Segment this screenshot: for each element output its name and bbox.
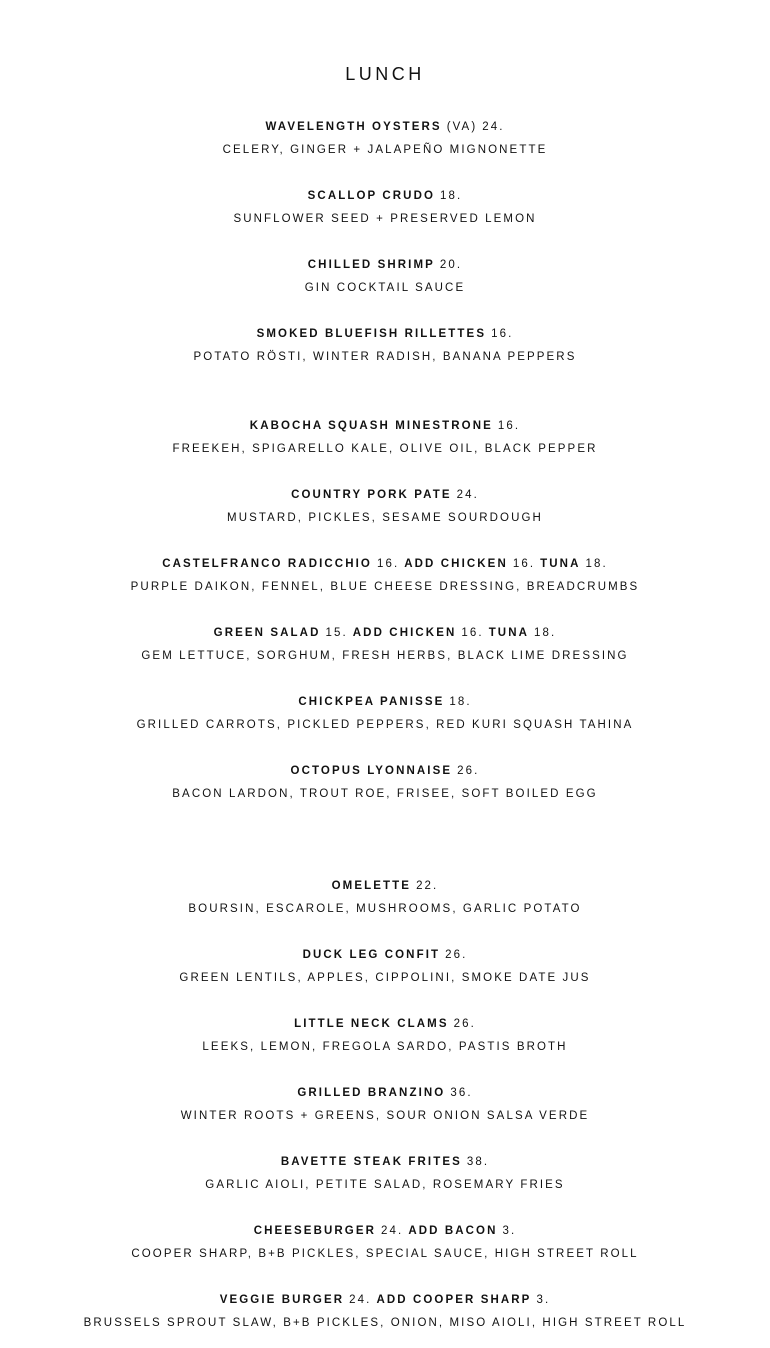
add-on-label: TUNA: [540, 558, 581, 570]
item-price: 16.: [497, 420, 521, 432]
item-name: GRILLED BRANZINO: [297, 1087, 446, 1099]
item-name: OCTOPUS LYONNAISE: [290, 765, 453, 777]
item-description: GREEN LENTILS, APPLES, CIPPOLINI, SMOKE DATE JUS: [179, 972, 591, 984]
item-price: 16.: [491, 328, 514, 340]
item-description: BACON LARDON, TROUT ROE, FRISEE, SOFT BOILED EGG: [172, 788, 598, 800]
item-price: 22.: [416, 880, 439, 892]
item-name: CASTELFRANCO RADICCHIO: [162, 558, 372, 570]
menu-item-kabocha-squash-minestrone: [0, 418, 770, 457]
menu-item-little-neck-clams: [0, 1016, 770, 1055]
item-description: WINTER ROOTS + GREENS, SOUR ONION SALSA VERDE: [180, 1110, 590, 1122]
item-price: 24.: [349, 1294, 372, 1306]
menu-item-country-pork-pate: [0, 487, 770, 526]
item-price: 26.: [453, 1018, 476, 1030]
item-description: GRILLED CARROTS, PICKLED PEPPERS, RED KURI SQUASH TAHINA: [136, 719, 634, 731]
menu-item-duck-leg-confit: [0, 947, 770, 986]
add-on-label: ADD CHICKEN: [404, 558, 508, 570]
item-description: BOURSIN, ESCAROLE, MUSHROOMS, GARLIC POTATO: [188, 903, 582, 915]
item-name: LITTLE NECK CLAMS: [294, 1018, 449, 1030]
item-description: MUSTARD, PICKLES, SESAME SOURDOUGH: [227, 512, 543, 524]
menu-item-octopus-lyonnaise: [0, 763, 770, 802]
item-price: 16.: [376, 558, 400, 570]
item-price: 36.: [450, 1087, 473, 1099]
menu-item-bavette-steak-frites: [0, 1154, 770, 1193]
menu-item-omelette: [0, 878, 770, 917]
item-name: GREEN SALAD: [213, 627, 321, 639]
item-price: 15.: [325, 627, 348, 639]
item-description: BRUSSELS SPROUT SLAW, B+B PICKLES, ONION, MISO AIOLI, HIGH STREET ROLL: [83, 1317, 687, 1329]
item-name: CHEESEBURGER: [253, 1225, 377, 1237]
item-description: GIN COCKTAIL SAUCE: [304, 282, 466, 294]
item-price: 18.: [449, 696, 472, 708]
item-name: VEGGIE BURGER: [219, 1294, 345, 1306]
item-price: 26.: [457, 765, 480, 777]
item-tag: (VA): [446, 121, 478, 133]
menu-item-chilled-shrimp: [0, 257, 770, 296]
add-on-label: ADD BACON: [408, 1225, 498, 1237]
item-name: BAVETTE STEAK FRITES: [280, 1156, 462, 1168]
menu-item-chickpea-panisse: [0, 694, 770, 733]
add-on-label: TUNA: [488, 627, 530, 639]
add-on-price: 16.: [512, 558, 536, 570]
menu-item-veggie-burger: [0, 1292, 770, 1331]
item-description: PURPLE DAIKON, FENNEL, BLUE CHEESE DRESSING, BREADCRUMBS: [130, 581, 640, 593]
menu-item-wavelength-oysters: [0, 119, 770, 158]
item-description: SUNFLOWER SEED + PRESERVED LEMON: [233, 213, 537, 225]
item-price: 26.: [445, 949, 468, 961]
add-on-price: 16.: [461, 627, 484, 639]
menu-item-grilled-branzino: [0, 1085, 770, 1124]
add-on-label: ADD COOPER SHARP: [376, 1294, 532, 1306]
item-description: GEM LETTUCE, SORGHUM, FRESH HERBS, BLACK LIME DRESSING: [141, 650, 629, 662]
item-price: 24.: [381, 1225, 404, 1237]
item-name: CHILLED SHRIMP: [307, 259, 435, 271]
item-name: COUNTRY PORK PATE: [291, 489, 452, 501]
item-price: 24.: [482, 121, 505, 133]
add-on-price: 18.: [585, 558, 608, 570]
item-price: 24.: [456, 489, 479, 501]
item-description: LEEKS, LEMON, FREGOLA SARDO, PASTIS BROTH: [202, 1041, 568, 1053]
menu-title: LUNCH: [345, 64, 425, 84]
menu-item-scallop-crudo: [0, 188, 770, 227]
item-name: CHICKPEA PANISSE: [298, 696, 445, 708]
item-description: COOPER SHARP, B+B PICKLES, SPECIAL SAUCE, HIGH STREET ROLL: [131, 1248, 639, 1260]
add-on-price: 3.: [502, 1225, 517, 1237]
item-name: SCALLOP CRUDO: [307, 190, 436, 202]
item-description: POTATO RÖSTI, WINTER RADISH, BANANA PEPPERS: [193, 351, 577, 363]
item-price: 18.: [440, 190, 463, 202]
item-price: 20.: [439, 259, 463, 271]
menu-item-smoked-bluefish-rillettes: [0, 326, 770, 365]
add-on-price: 18.: [534, 627, 557, 639]
item-name: SMOKED BLUEFISH RILLETTES: [256, 328, 487, 340]
add-on-price: 3.: [536, 1294, 551, 1306]
item-description: FREEKEH, SPIGARELLO KALE, OLIVE OIL, BLACK PEPPER: [172, 443, 598, 455]
item-description: CELERY, GINGER + JALAPEÑO MIGNONETTE: [222, 144, 548, 156]
item-name: OMELETTE: [331, 880, 412, 892]
item-name: DUCK LEG CONFIT: [302, 949, 441, 961]
item-description: GARLIC AIOLI, PETITE SALAD, ROSEMARY FRIES: [205, 1179, 565, 1191]
add-on-label: ADD CHICKEN: [352, 627, 457, 639]
menu-item-castelfranco-radicchio: [0, 556, 770, 595]
menu-item-green-salad: [0, 625, 770, 664]
item-name: KABOCHA SQUASH MINESTRONE: [249, 420, 493, 432]
item-price: 38.: [466, 1156, 490, 1168]
menu-item-cheeseburger: [0, 1223, 770, 1262]
item-name: WAVELENGTH OYSTERS: [265, 121, 442, 133]
